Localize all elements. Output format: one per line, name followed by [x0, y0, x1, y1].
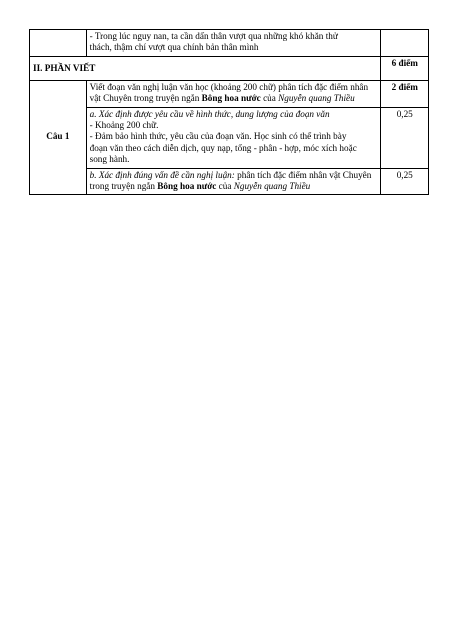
intro-text-cell [86, 30, 381, 57]
criteria-b-connector: của [216, 181, 234, 192]
criteria-b-author: Nguyễn quang Thiều [233, 181, 311, 192]
author-name: Nguyễn quang Thiều [278, 93, 355, 104]
intro-text-line-1: - Trong lúc nguy nan, ta cần dấn thân vượt qua những khó khăn thử [89, 31, 338, 41]
intro-text-line-2: thách, thậm chí vượt qua chính bản thân mình [89, 42, 259, 53]
story-title: Bông hoa nước [201, 93, 261, 104]
criteria-b-score: 0,25 [381, 168, 429, 195]
table-row-section [30, 56, 429, 80]
criteria-b-cell [86, 168, 381, 195]
criteria-a-cell [86, 107, 381, 168]
question-prompt-text: Viết đoạn văn nghị luận văn học (khoảng 200 chữ) phân tích đặc điểm nhân vật Chuyên trong truyện ngắn [89, 81, 369, 104]
question-label: Câu 1 [30, 80, 87, 195]
table-row-criteria-b [30, 168, 429, 195]
criteria-a-heading: a. Xác định được yêu cầu về hình thức, dung lượng của đoạn văn [89, 108, 330, 119]
question-prompt [86, 80, 381, 107]
table-row-criteria-a [30, 107, 429, 168]
criteria-a-item-1: - Khoảng 200 chữ. [89, 120, 159, 131]
section-score: 6 điểm [381, 56, 429, 80]
criteria-b-text: phân tích đặc điểm nhân vật Chuyên trong truyện ngắn [89, 169, 372, 192]
table-row-question [30, 80, 429, 107]
empty-score-cell [381, 30, 429, 57]
criteria-a-item-2-line-2: đoạn văn theo cách diễn dịch, quy nạp, tổng - phân - hợp, móc xích hoặc [89, 142, 357, 153]
empty-cell [30, 30, 87, 57]
question-prompt-connector: của [260, 93, 279, 104]
criteria-a-item-2-line-1: - Đảm bảo hình thức, yêu cầu của đoạn văn. Học sinh có thể trình bày [89, 131, 347, 142]
grading-table [29, 29, 429, 195]
question-score: 2 điểm [381, 80, 429, 107]
section-title: II. PHẦN VIẾT [30, 56, 381, 80]
criteria-a-score: 0,25 [381, 107, 429, 168]
table-row-intro [30, 30, 429, 57]
criteria-a-item-2-line-3: song hành. [89, 154, 130, 165]
criteria-b-heading: b. Xác định đúng vấn đề cần nghị luận: [89, 169, 235, 180]
criteria-b-story: Bông hoa nước [157, 181, 217, 192]
